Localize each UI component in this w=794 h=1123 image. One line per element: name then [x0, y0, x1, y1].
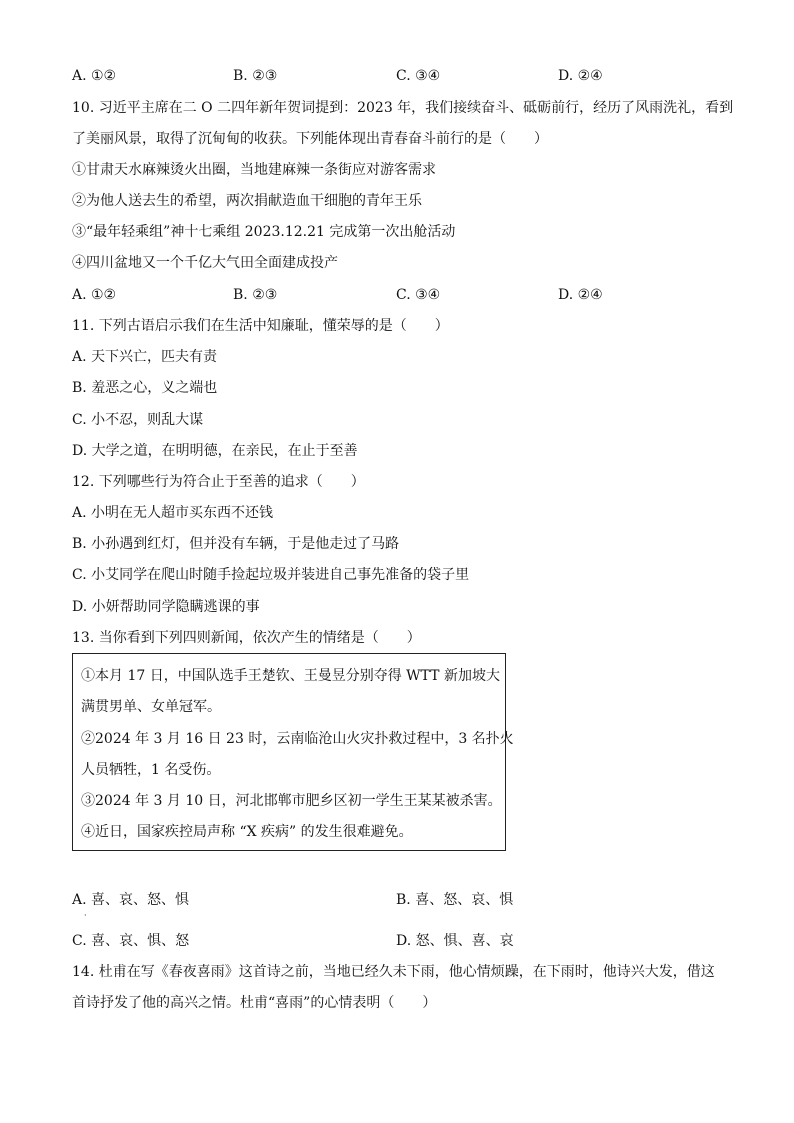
- q11-option-a: A. 天下兴亡，匹夫有责: [72, 349, 218, 365]
- q13-option-a: A. 喜、哀、怒、惧: [72, 892, 190, 908]
- q12-option-a: A. 小明在无人超市买东西不还钱: [72, 505, 274, 521]
- q13-news-box: [72, 653, 514, 851]
- q10-option-d: D. ②④: [558, 287, 603, 303]
- q13-stem: 13. 当你看到下列四则新闻，依次产生的情绪是（ ）: [72, 630, 421, 646]
- q11-option-d: D. 大学之道，在明明德，在亲民，在止于至善: [72, 443, 358, 459]
- stray-dot-mark: ·: [84, 911, 87, 920]
- q13-news-line-5: ③2024 年 3 月 10 日，河北邯郸市肥乡区初一学生王某某被杀害。: [81, 793, 502, 809]
- q12-option-d: D. 小妍帮助同学隐瞒逃课的事: [72, 599, 260, 615]
- q13-news-line-3: ②2024 年 3 月 16 日 23 时，云南临沧山火灾扑救过程中，3 名扑火: [81, 731, 514, 747]
- q14-stem-line1: 14. 杜甫在写《春夜喜雨》这首诗之前，当地已经久未下雨，他心情烦躁，在下雨时，他诗兴大发，借这: [72, 964, 715, 980]
- q12-option-c: C. 小艾同学在爬山时随手捡起垃圾并装进自己事先准备的袋子里: [72, 567, 470, 583]
- q9-option-d: D. ②④: [558, 68, 603, 84]
- q9-option-a: A. ①②: [72, 68, 117, 84]
- q10-stem-line2: 了美丽风景，取得了沉甸甸的收获。下列能体现出青春奋斗前行的是（ ）: [72, 131, 548, 147]
- q14-stem-line2: 首诗抒发了他的高兴之情。杜甫“喜雨”的心情表明（ ）: [72, 995, 437, 1011]
- q12-stem: 12. 下列哪些行为符合止于至善的追求（ ）: [72, 474, 365, 490]
- q13-news-line-1: ①本月 17 日，中国队选手王楚钦、王曼昱分别夺得 WTT 新加坡大: [81, 668, 500, 684]
- q11-stem: 11. 下列古语启示我们在生活中知廉耻，懂荣辱的是（ ）: [72, 318, 449, 334]
- q10-item-4: ④四川盆地又一个千亿大气田全面建成投产: [72, 255, 338, 271]
- q11-option-b: B. 羞恶之心，义之端也: [72, 380, 218, 396]
- q13-option-d: D. 怒、惧、喜、哀: [396, 933, 514, 949]
- q13-option-b: B. 喜、怒、哀、惧: [396, 892, 514, 908]
- q10-item-3: ③“最年轻乘组”神十七乘组 2023.12.21 完成第一次出舱活动: [72, 224, 456, 240]
- q10-item-2: ②为他人送去生的希望，两次捐献造血干细胞的青年王乐: [72, 193, 422, 209]
- q13-news-line-6: ④近日，国家疾控局声称 “X 疾病” 的发生很难避免。: [81, 824, 413, 840]
- q10-item-1: ①甘肃天水麻辣烫火出圈，当地建麻辣一条街应对游客需求: [72, 162, 436, 178]
- q12-option-b: B. 小孙遇到红灯，但并没有车辆，于是他走过了马路: [72, 536, 400, 552]
- q9-option-c: C. ③④: [396, 68, 441, 84]
- q13-option-c: C. 喜、哀、惧、怒: [72, 933, 190, 949]
- q10-option-a: A. ①②: [72, 287, 117, 303]
- q10-option-c: C. ③④: [396, 287, 441, 303]
- q10-stem-line1: 10. 习近平主席在二 O 二四年新年贺词提到：2023 年，我们接续奋斗、砥砺前行，经历了风雨洗礼，看到: [72, 100, 734, 116]
- q10-option-b: B. ②③: [233, 287, 278, 303]
- q13-news-line-4: 人员牺牲，1 名受伤。: [81, 762, 221, 778]
- q9-option-b: B. ②③: [233, 68, 278, 84]
- q11-option-c: C. 小不忍，则乱大谋: [72, 412, 204, 428]
- q13-news-line-2: 满贯男单、女单冠军。: [81, 699, 221, 715]
